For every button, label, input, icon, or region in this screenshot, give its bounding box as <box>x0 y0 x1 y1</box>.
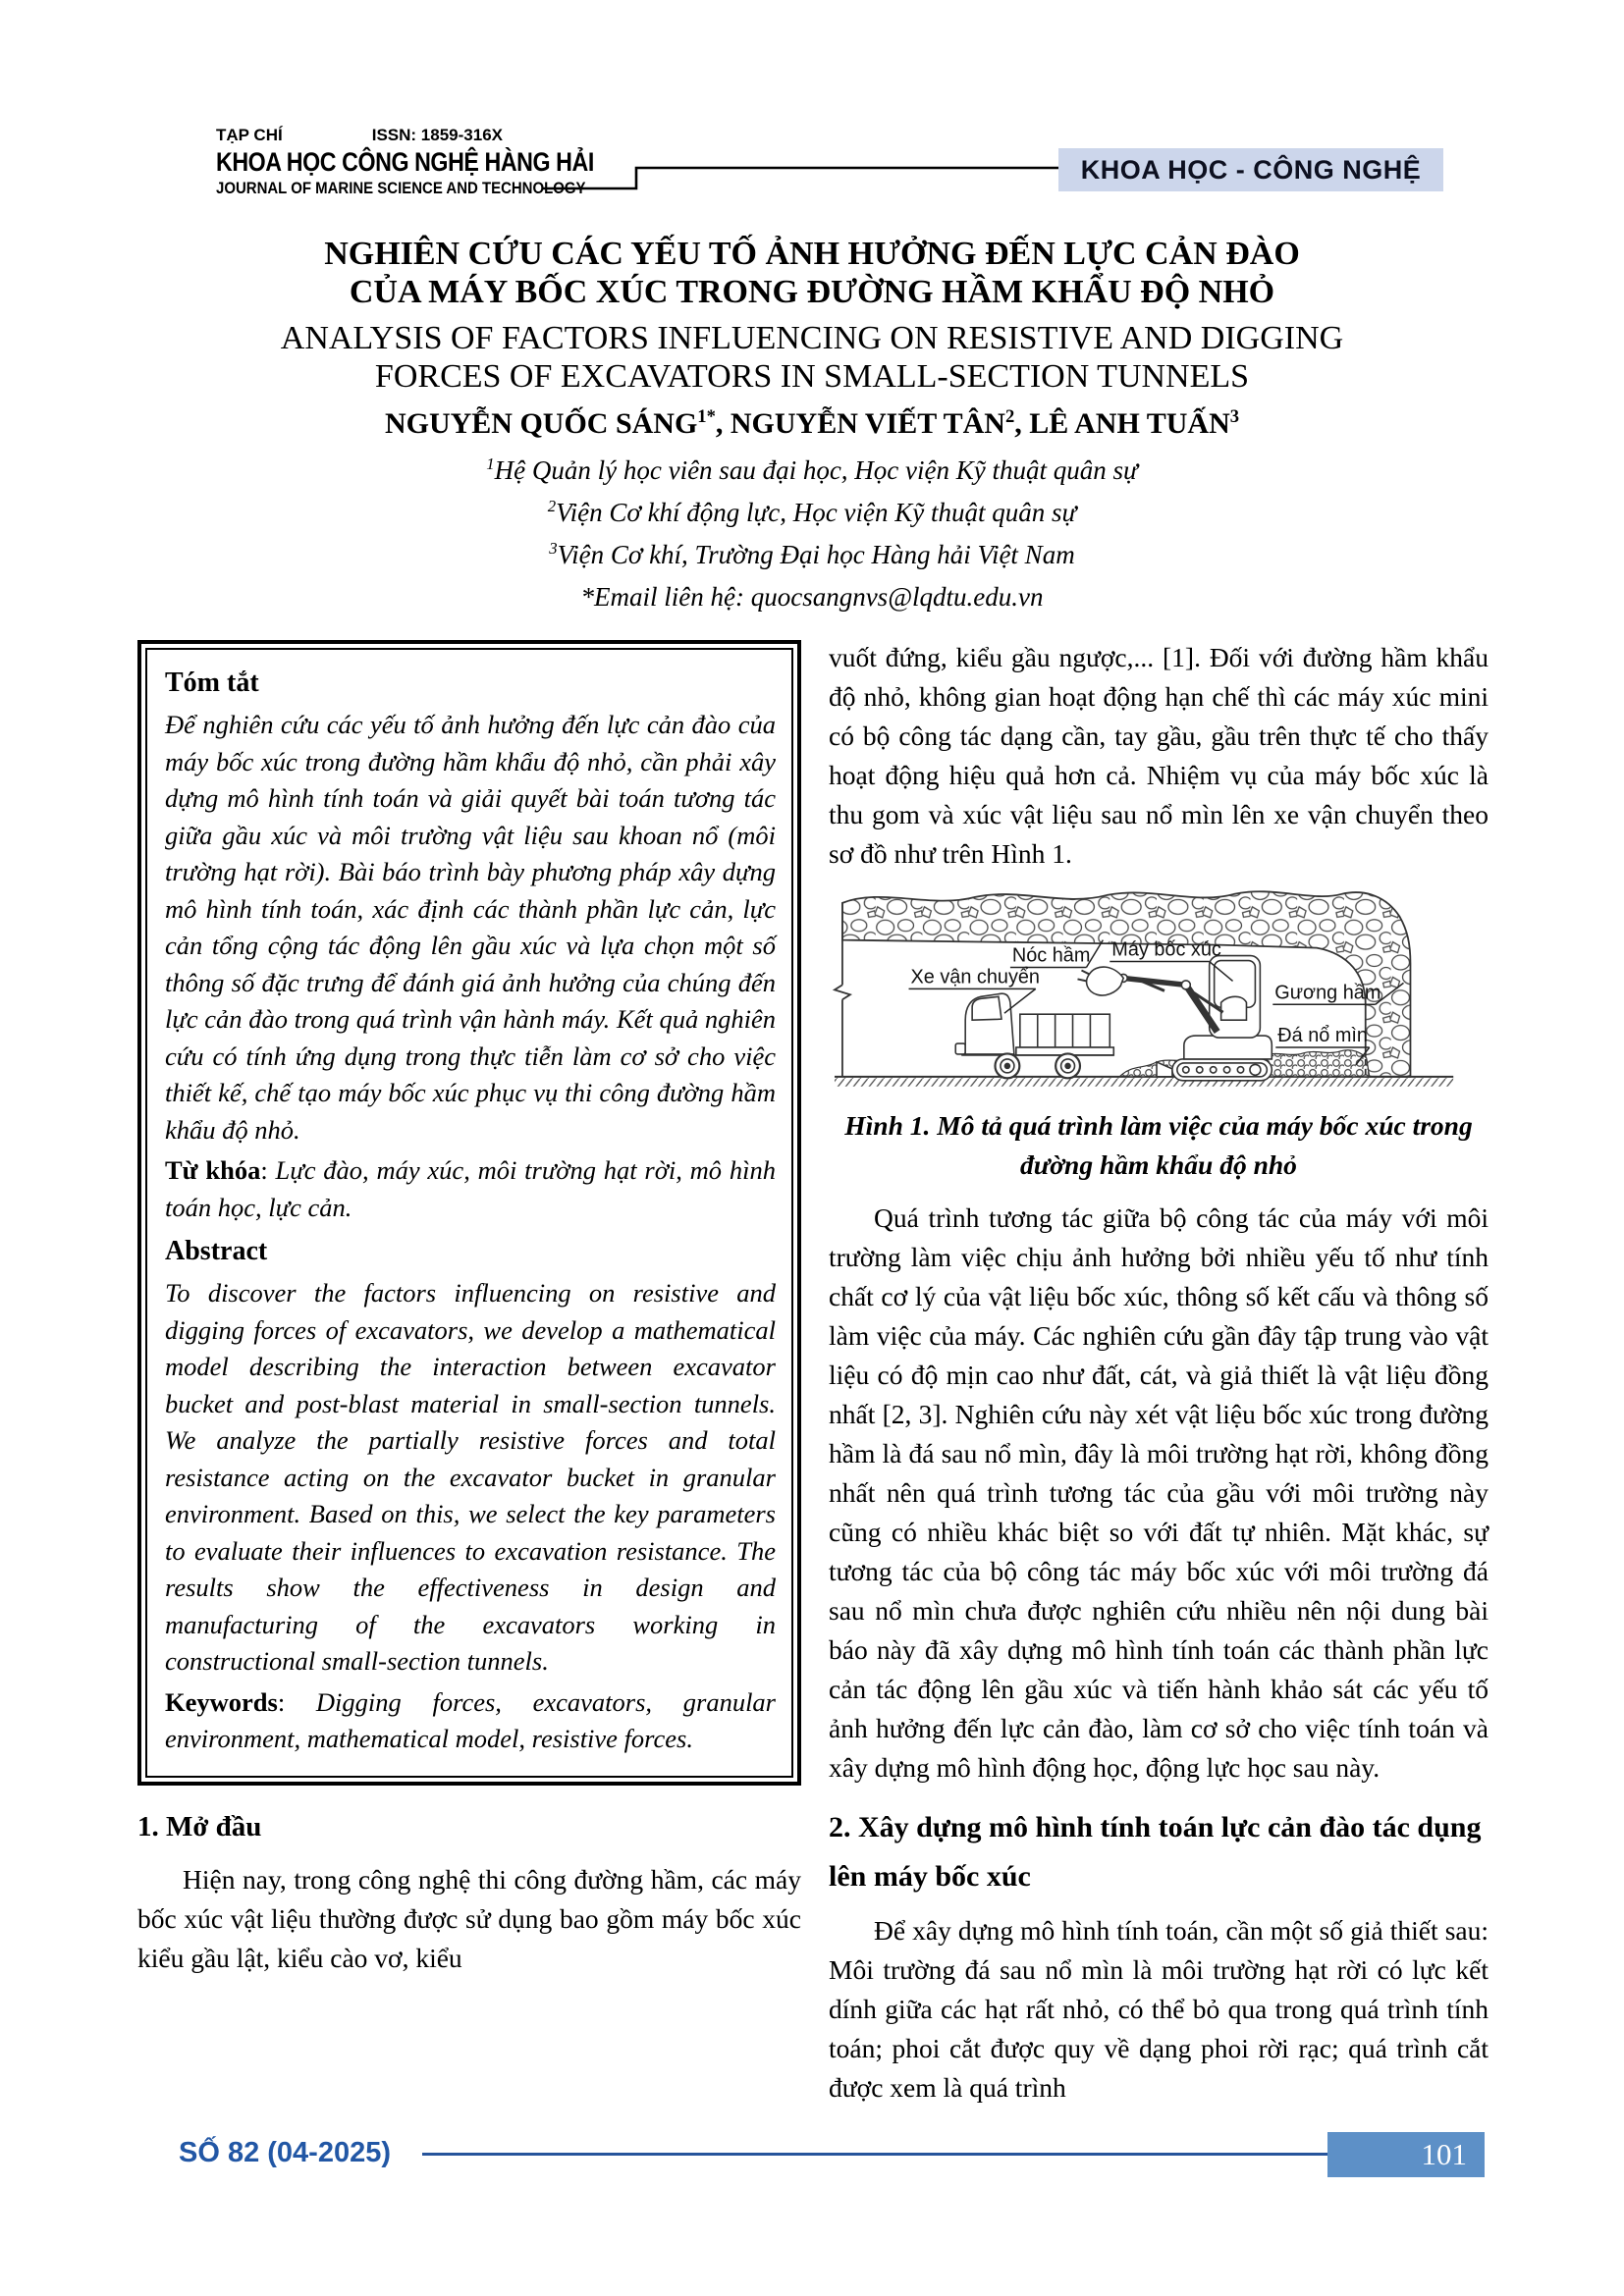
page-number: 101 <box>1421 2137 1467 2171</box>
tunnel-face-label: Gương hầm <box>1274 982 1381 1004</box>
section-2-heading: 2. Xây dựng mô hình tính toán lực cản đào tác dụng lên máy bốc xúc <box>829 1810 1482 1893</box>
figure-1 <box>829 883 1489 1185</box>
footer-issue-label: SỐ 82 (04-2025) <box>179 2137 392 2168</box>
tunnel-floor <box>835 1077 1453 1087</box>
abstract-box <box>137 640 801 1786</box>
keywords-vi: Từ khóa: Lực đào, máy xúc, môi trường hạt rời, mô hình toán học, lực cản. <box>165 1155 776 1222</box>
tunnel-roof-label: Nóc hầm <box>1011 944 1091 967</box>
header-logo <box>216 126 594 198</box>
footer-rule <box>422 2153 1327 2156</box>
affiliations <box>0 450 1624 618</box>
figure-1-caption: Hình 1. Mô tả quá trình làm việc của máy bốc xúc trong đường hầm khẩu độ nhỏ <box>844 1109 1473 1180</box>
affiliation-line-1: $^1$Hệ Quản lý học viên sau đại học, Học viện Kỹ thuật quân sự <box>486 454 1138 485</box>
abstract-text-en: To discover the factors influencing on resistive and digging forces of excavators, we develop a mathematical model describing the interaction between excavator bucket and post-blast material in small-section tunnels. We analyze the partially resistive forces and total resistance acting on the excavator bucket in granular environment. Based on this, we select the key parameters to evaluate their influences to excavation resistance. The results show the effectiveness in design and manufacturing of the excavators working in constructional small-section tunnels. <box>165 1278 776 1676</box>
keywords-en: Keywords: Digging forces, excavators, granular environment, mathematical model, resistive forces. <box>165 1686 776 1753</box>
journal-subtitle: JOURNAL OF MARINE SCIENCE AND TECHNOLOGY <box>216 179 586 197</box>
abstract-heading-vi: Tóm tắt <box>165 667 259 698</box>
authors-line: NGUYỄN QUỐC $SÁNG^{1*}$, NGUYỄN VIẾT TÂN$^2$, LÊ ANH TUẤN$^3$ <box>384 406 1240 440</box>
section-1-paragraph-continued: vuốt đứng, kiểu gầu ngược,... [1]. Đối với đường hầm khẩu độ nhỏ, không gian hoạt động hạn chế thì các máy xúc mini có bộ công tác dạng cần, tay gầu, gầu trên thực tế cho thấy hoạt động hiệu quả hơn cả. Nhiệm vụ của máy bốc xúc là thu gom và xúc vật liệu sau nổ mìn lên xe vận chuyển theo sơ đồ như trên Hình 1. <box>829 642 1489 869</box>
section-2-paragraph: Để xây dựng mô hình tính toán, cần một số giả thiết sau: Môi trường đá sau nổ mìn là môi trường hạt rời có lực kết dính giữa các hạt rất nhỏ, có thể bỏ qua trong quá trình tính toán; phoi cắt được quy về dạng phoi rời rạc; quá trình cắt được xem là quá trình <box>829 1914 1489 2103</box>
left-column <box>137 640 801 1978</box>
article-title-vi: NGHIÊN CỨU CÁC YẾU TỐ ẢNH HƯỞNG ĐẾN LỰC CẢN ĐÀO CỦA MÁY BỐC XÚC TRONG ĐƯỜNG HẦM KHẨU ĐỘ NHỎ <box>324 236 1300 310</box>
journal-issn: ISSN: 1859-316X <box>371 126 503 144</box>
truck-label: Xe vận chuyển <box>910 966 1041 988</box>
title-block <box>0 235 1624 618</box>
section-badge: KHOA HỌC - CÔNG NGHỆ <box>1058 148 1443 191</box>
header-connector-line <box>542 161 1060 192</box>
blasted-rock-label: Đá nổ mìn <box>1277 1025 1368 1047</box>
journal-name: KHOA HỌC CÔNG NGHỆ HÀNG HẢI <box>216 147 594 177</box>
affiliation-line-3: $^3$Viện Cơ khí, Trường Đại học Hàng hải Việt Nam <box>549 539 1075 569</box>
right-column <box>829 638 1489 2108</box>
page-number-box <box>1327 2132 1485 2177</box>
abstract-heading-en: Abstract <box>165 1236 268 1266</box>
section-1-heading: 1. Mở đầu <box>137 1810 262 1842</box>
section-1-paragraph: Hiện nay, trong công nghệ thi công đường hầm, các máy bốc xúc vật liệu thường được sử dụng bao gồm máy bốc xúc kiểu gầu lật, kiểu cào vơ, kiểu <box>137 1863 801 1973</box>
abstract-text-vi: Để nghiên cứu các yếu tố ảnh hưởng đến lực cản đào của máy bốc xúc trong đường hầm khẩu độ nhỏ, cần phải xây dựng mô hình tính toán và giải quyết bài toán tương tác giữa gầu xúc và môi trường vật liệu sau khoan nổ (môi trường hạt rời). Bài báo trình bày phương pháp xây dựng mô hình tính toán, xác định các thành phần lực cản, lực cản tổng cộng tác động lên gầu xúc và lựa chọn một số thông số đặc trưng để đánh giá ảnh hưởng của chúng đến lực cản đào trong quá trình vận hành máy. Kết quả nghiên cứu có tính ứng dụng trong thực tiễn làm cơ sở cho việc thiết kế, chế tạo máy bốc xúc phục vụ thi công đường hầm khẩu độ nhỏ. <box>165 710 776 1145</box>
article-title-en: ANALYSIS OF FACTORS INFLUENCING ON RESISTIVE AND DIGGING FORCES OF EXCAVATORS IN SMALL-SECTION TUNNELS <box>280 320 1344 395</box>
excavator-label: Máy bốc xúc <box>1111 938 1221 961</box>
figure-1-drawing <box>829 883 1489 1094</box>
section-1-paragraph-2: Quá trình tương tác giữa bộ công tác của máy với môi trường làm việc chịu ảnh hưởng bởi nhiều yếu tố như tính chất cơ lý của vật liệu bốc xúc, thông số kết cấu và thông số làm việc của máy. Các nghiên cứu gần đây tập trung vào vật liệu có độ mịn cao như đất, cát, và giả thiết là vật liệu đồng nhất [2, 3]. Nghiên cứu này xét vật liệu bốc xúc trong đường hầm là đá sau nổ mìn, đây là môi trường hạt rời, không đồng nhất nên quá trình tương tác của gầu với môi trường này cũng có nhiều khác biệt so với đất tự nhiên. Mặt khác, sự tương tác của bộ công tác máy bốc xúc với môi trường đá sau nổ mìn chưa được nghiên cứu nhiều nên nội dung bài báo này đã xây dựng mô hình tính toán các thành phần lực cản tác động lên gầu xúc và tiến hành khảo sát các yếu tố ảnh hưởng đến lực cản đào, làm cơ sở cho việc tính toán và xây dựng mô hình động học, động lực học sau này. <box>829 1201 1489 1783</box>
truck-drawing <box>955 993 1113 1078</box>
roof-label-group <box>1010 940 1103 968</box>
affiliation-line-2: $^2$Viện Cơ khí động lực, Học viện Kỹ thuật quân sự <box>547 497 1077 527</box>
email-line: *Email liên hệ: quocsangnvs@lqdtu.edu.vn <box>580 582 1044 612</box>
journal-tagline: TẠP CHÍ <box>216 126 283 144</box>
